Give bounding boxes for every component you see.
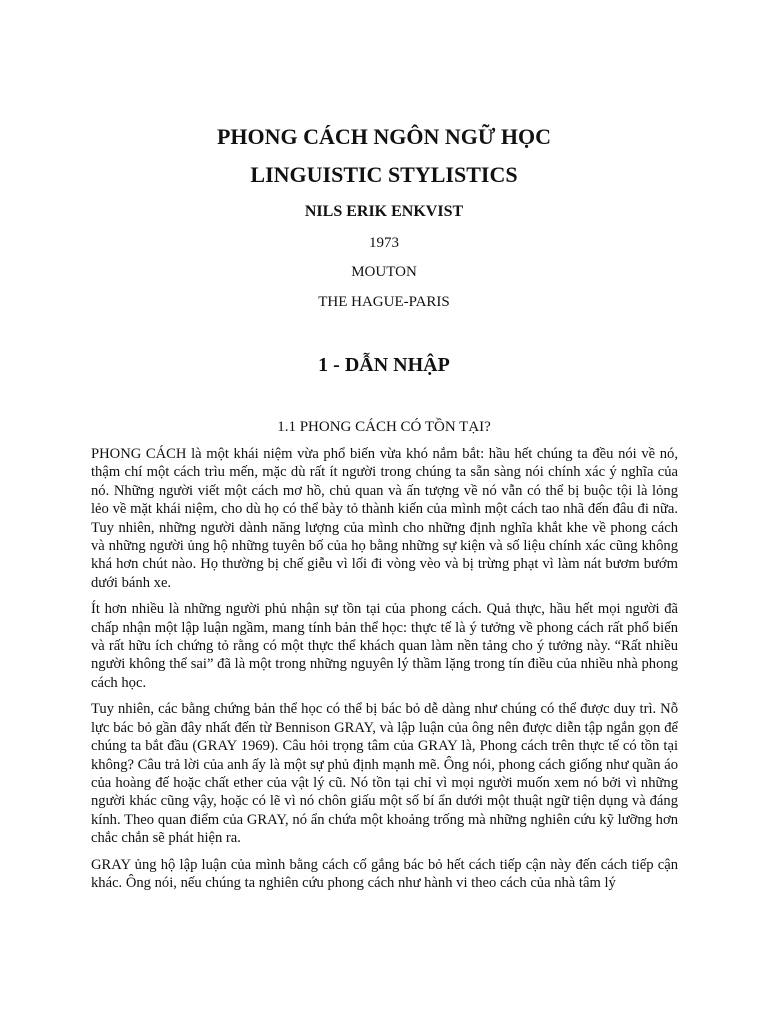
author-name: NILS ERIK ENKVIST — [304, 203, 464, 220]
paragraph: GRAY ủng hộ lập luận của mình bằng cách cố gắng bác bỏ hết cách tiếp cận này đến cách tiếp cận khác. Ông nói, nếu chúng ta nghiên cứu phong cách như hành vi theo cách của nhà tâm lý — [91, 856, 678, 891]
section-heading: 1.1 PHONG CÁCH CÓ TỒN TẠI? — [277, 419, 491, 435]
paragraph: Ít hơn nhiều là những người phủ nhận sự tồn tại của phong cách. Quả thực, hầu hết mọi người đã chấp nhận một lập luận ngầm, mang tính bản thể học: thực tế là ý tưởng về phong cách rất phổ biến và rất hữu ích chứng tỏ rằng có một thực thể khách quan làm nền tảng cho ý tưởng này. “Rất nhiều người không thể sai” đã là một trong những nguyên lý thầm lặng trong tín điều của nhiều nhà phong cách học. — [91, 601, 678, 691]
publication-year: 1973 — [369, 235, 399, 251]
publication-place: THE HAGUE-PARIS — [318, 294, 450, 310]
chapter-heading: 1 - DẪN NHẬP — [318, 354, 450, 376]
document-title-vietnamese: PHONG CÁCH NGÔN NGỮ HỌC — [216, 124, 552, 149]
publisher: MOUTON — [351, 264, 417, 280]
body-text — [91, 445, 678, 900]
paragraph: Tuy nhiên, các bằng chứng bản thể học có thể bị bác bỏ dễ dàng như chúng có thể được duy trì. Nỗ lực bác bỏ gần đây nhất đến từ Bennison GRAY, và lập luận của ông nên được diễn tập ngắn gọn để chúng ta bắt đầu (GRAY 1969). Câu hỏi trọng tâm của GRAY là, Phong cách trên thực tế có tồn tại không? Câu trả lời của anh ấy là một sự phủ định mạnh mẽ. Ông nói, phong cách giống như quần áo của hoàng đế hoặc chất ether của vật lý cũ. Nó tồn tại chỉ vì mọi người muốn xem nó bởi vì những người khác cũng vậy, hoặc có lẽ vì nó chôn giấu một số bí ẩn dưới một thuật ngữ tiện dụng và đáng kính. Theo quan điểm của GRAY, nó ẩn chứa một khoảng trống mà những nghiên cứu kỹ lưỡng hơn chắc chắn sẽ phát hiện ra. — [91, 701, 678, 847]
document-title-english: LINGUISTIC STYLISTICS — [250, 162, 518, 187]
paragraph: PHONG CÁCH là một khái niệm vừa phổ biến vừa khó nắm bắt: hầu hết chúng ta đều nói về nó, thậm chí một cách trìu mến, mặc dù rất ít người trong chúng ta sẵn sàng nói chính xác ý nghĩa của nó. Những người viết một cách mơ hồ, chủ quan và ấn tượng về nó vẫn có thể bị buộc tội là lỏng lẻo về mặt khái niệm, cho dù họ có thể bày tỏ thành kiến của mình một cách tao nhã đến đâu đi nữa. Tuy nhiên, những người dành năng lượng của mình cho những định nghĩa khắt khe về phong cách và những người ủng hộ những tuyên bố của họ bằng những sự kiện và số liệu chính xác cũng không khá hơn chút nào. Họ thường bị chế giễu vì lối đi vòng vèo và bị trừng phạt vì làm nát bươm bướm dưới bánh xe. — [91, 446, 678, 591]
